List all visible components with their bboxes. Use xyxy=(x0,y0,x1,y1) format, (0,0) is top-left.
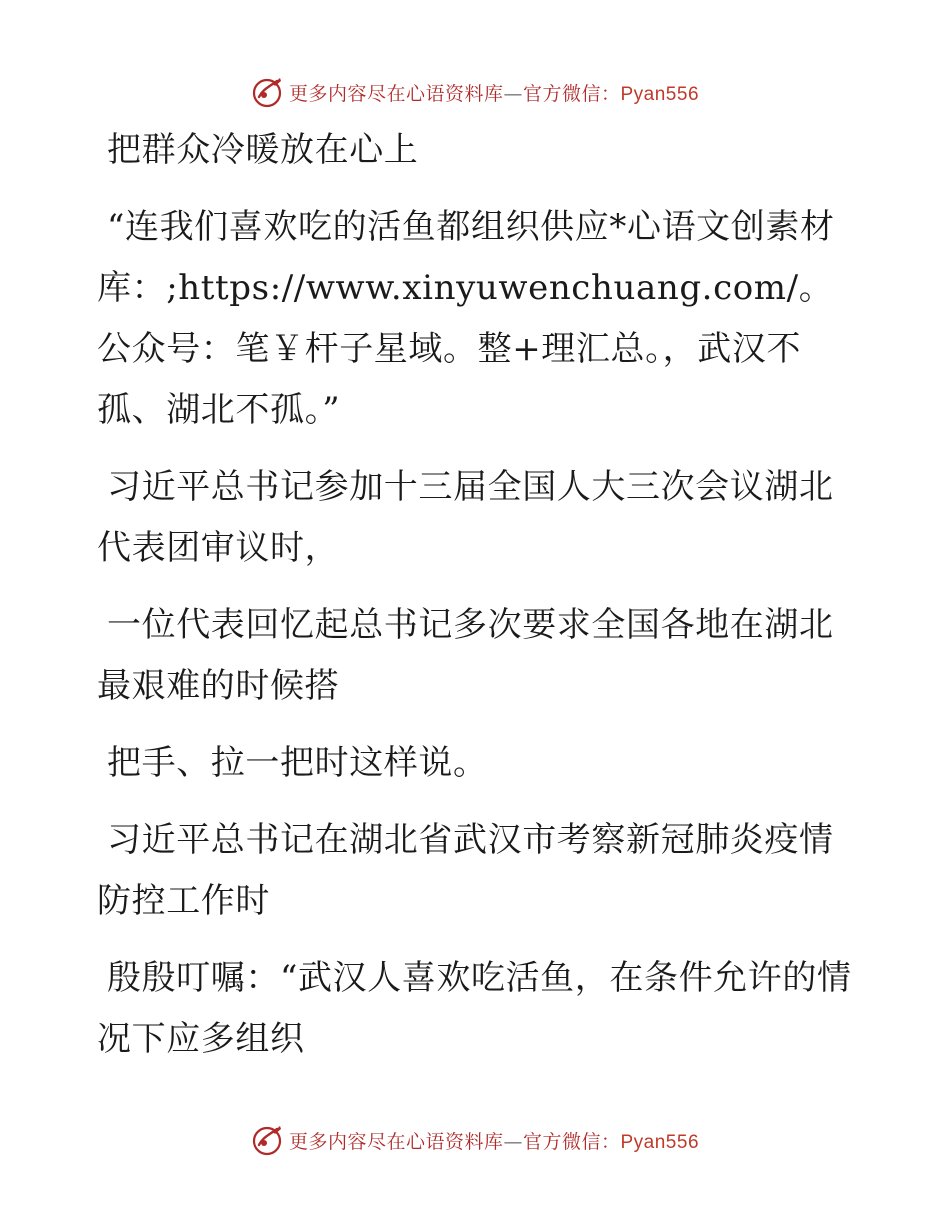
footer-banner-text xyxy=(289,1127,699,1154)
header-banner xyxy=(0,72,950,112)
paragraph-2: 习近平总书记参加十三届全国人大三次会议湖北代表团审议时， xyxy=(97,467,834,568)
paragraph-5: 习近平总书记在湖北省武汉市考察新冠肺炎疫情防控工作时 xyxy=(97,820,834,921)
footer-wechat-label: 官方微信： xyxy=(522,1130,621,1153)
pen-seal-logo-icon xyxy=(251,75,285,109)
pen-seal-logo-icon xyxy=(251,1123,285,1157)
header-wechat-id: Pyan556 xyxy=(620,83,700,105)
paragraph-4: 把手、拉一把时这样说。 xyxy=(107,743,488,783)
header-banner-title: 更多内容尽在心语资料库 xyxy=(288,82,504,105)
paragraph-6: 殷殷叮嘱：“武汉人喜欢吃活鱼，在条件允许的情况下应多组织 xyxy=(97,958,852,1059)
header-wechat-label: 官方微信： xyxy=(522,82,621,105)
footer-banner-title: 更多内容尽在心语资料库 xyxy=(288,1130,504,1153)
footer-banner-separator: — xyxy=(503,1130,523,1153)
footer-banner xyxy=(0,1120,950,1160)
paragraph-3: 一位代表回忆起总书记多次要求全国各地在湖北最艰难的时候搭 xyxy=(97,605,834,706)
header-banner-separator: — xyxy=(503,82,523,105)
footer-wechat-id: Pyan556 xyxy=(620,1131,700,1153)
header-banner-text xyxy=(289,79,699,106)
document-body xyxy=(97,120,857,1086)
paragraph-1: “连我们喜欢吃的活鱼都组织供应*心语文创素材库：;https://www.xinyuwenchuang.com/。公众号：笔￥杆子星域。整+理汇总。，武汉不孤、湖北不孤。” xyxy=(97,207,835,430)
document-title: 把群众冷暖放在心上 xyxy=(107,130,419,170)
